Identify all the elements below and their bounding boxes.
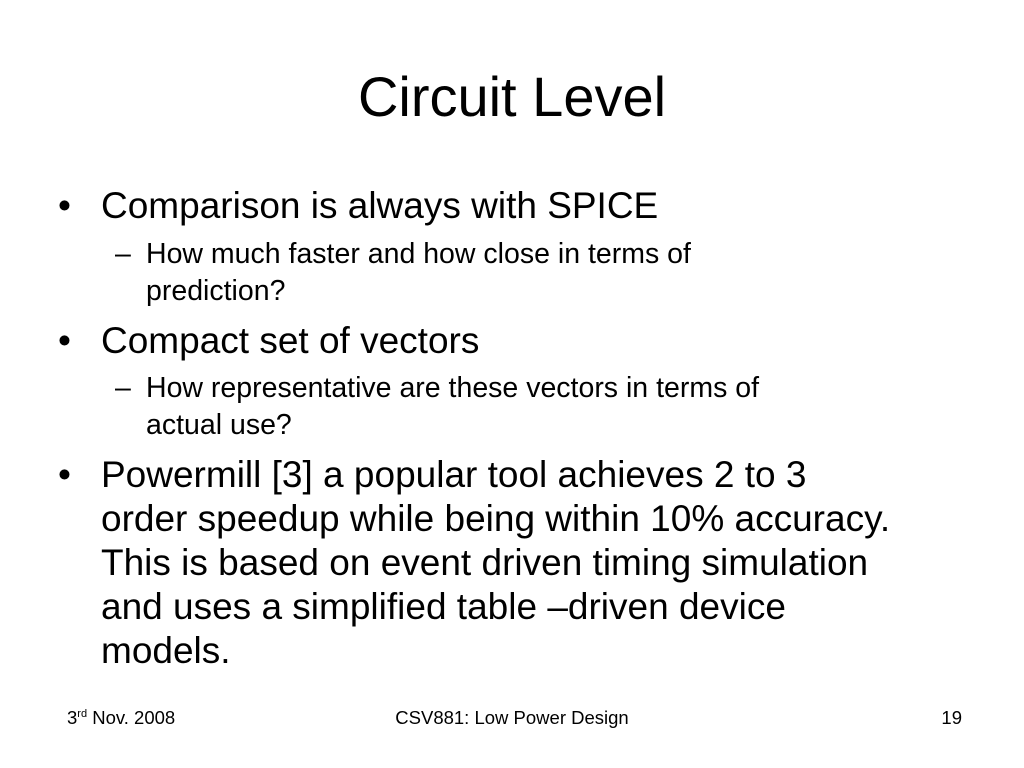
sub-bullet-text: How representative are these vectors in terms of xyxy=(146,372,760,404)
sub-bullet-text: How much faster and how close in terms of xyxy=(146,238,691,270)
bullet-text: and uses a simplified table –driven device xyxy=(101,586,786,627)
sub-bullet-text: actual use? xyxy=(146,409,292,441)
sub-bullet-text: prediction? xyxy=(146,275,286,307)
footer-date-day: 3 xyxy=(67,707,78,728)
bullet-text: models. xyxy=(101,630,231,671)
footer-date-rest: Nov. 2008 xyxy=(87,707,176,728)
slide-title: Circuit Level xyxy=(357,65,667,128)
bullet-text: order speedup while being within 10% accuracy. xyxy=(101,498,891,539)
sub-bullet-marker: – xyxy=(115,372,131,404)
footer-page-number: 19 xyxy=(941,707,962,728)
footer-course-label: CSV881: Low Power Design xyxy=(395,707,629,728)
footer-date-suffix: rd xyxy=(77,708,88,720)
bullet-marker: • xyxy=(58,454,71,495)
bullet-text: This is based on event driven timing simulation xyxy=(101,542,869,583)
bullet-marker: • xyxy=(58,320,71,361)
sub-bullet-marker: – xyxy=(115,238,131,270)
bullet-text: Powermill [3] a popular tool achieves 2 to 3 xyxy=(101,454,807,495)
bullet-text: Compact set of vectors xyxy=(101,320,480,361)
footer-course xyxy=(0,706,1024,730)
bullet-text: Comparison is always with SPICE xyxy=(101,185,659,226)
bullet-marker: • xyxy=(58,185,71,226)
